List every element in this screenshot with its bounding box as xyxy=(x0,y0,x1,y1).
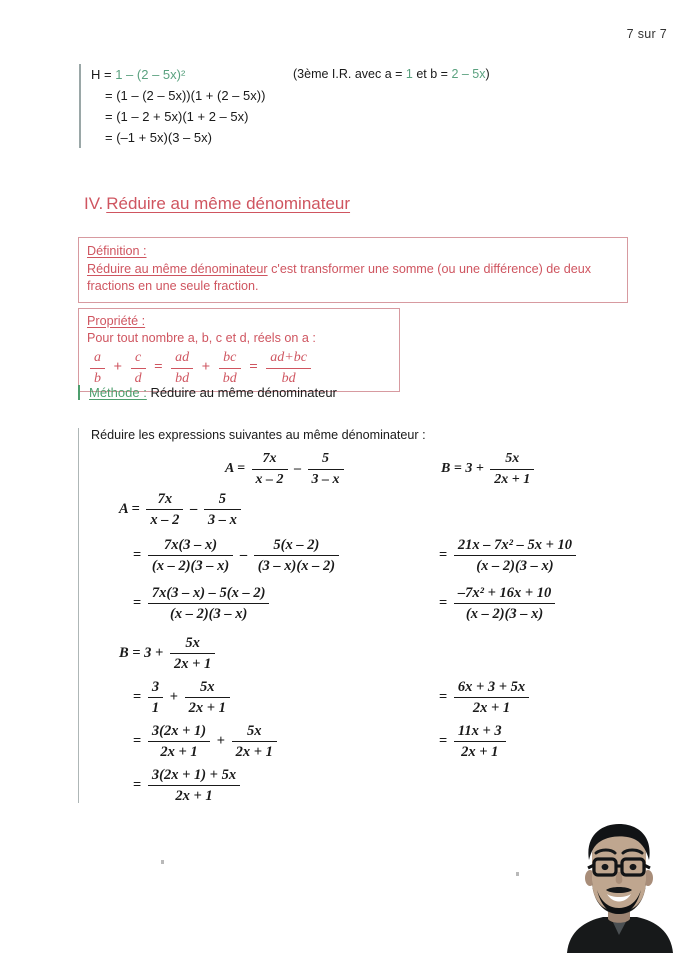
formula-equals-2: = xyxy=(249,359,258,376)
statement-A-fraction-1 xyxy=(252,450,288,488)
statement-A-f1-num: 7x xyxy=(252,450,288,470)
solutionB-line3-fraction-1 xyxy=(148,722,210,761)
solutionA-right2-den: (x – 2)(3 – x) xyxy=(465,606,544,623)
formula-f4-num: bc xyxy=(219,349,241,369)
formula-op-1: + xyxy=(113,359,123,376)
statement-B-f1-num: 5x xyxy=(490,450,534,470)
solutionA-line-1 xyxy=(119,490,244,529)
formula-fraction-2 xyxy=(131,349,146,387)
section-number: IV. xyxy=(84,194,104,213)
solutionB-line3-f2-num: 5x xyxy=(232,722,277,742)
solutionA-line2-eq: = xyxy=(133,546,142,563)
solutionA-line1-f1-num: 7x xyxy=(146,490,183,510)
propriete-label: Propriété : xyxy=(87,314,146,328)
solutionB-right1-fraction xyxy=(454,678,529,717)
formula-fraction-4 xyxy=(219,349,241,387)
page-number: 7 sur 7 xyxy=(626,27,667,41)
definition-body xyxy=(87,261,619,296)
solutionB-line4-fraction xyxy=(148,766,240,805)
methode-line xyxy=(78,385,337,400)
formula-f5-num: ad+bc xyxy=(266,349,311,369)
portrait-illustration xyxy=(551,822,687,953)
h-line-4: = (–1 + 5x)(3 – 5x) xyxy=(105,130,212,145)
solutionB-line-2 xyxy=(133,678,233,717)
h-line-2: = (1 – (2 – 5x))(1 + (2 – 5x)) xyxy=(105,88,266,103)
solutionB-line2-f2-num: 5x xyxy=(185,678,230,698)
statement-B-fraction-1 xyxy=(490,450,534,488)
identity-note xyxy=(293,64,490,85)
solutionB-line2-f1-num: 3 xyxy=(148,678,163,698)
factorisation-block xyxy=(79,64,611,148)
solutionB-line2-fraction-2 xyxy=(185,678,230,717)
statement-A-minus: – xyxy=(294,461,302,477)
formula-f1-num: a xyxy=(90,349,105,369)
solutionA-right2-fraction xyxy=(454,584,555,623)
solutionA-line3-fraction xyxy=(148,584,270,623)
solutionA-line1-op: – xyxy=(190,500,198,517)
propriete-intro: Pour tout nombre a, b, c et d, réels on a : xyxy=(87,330,316,345)
solutionB-right-line-1 xyxy=(439,678,532,717)
h-expression: 1 – (2 – 5x)² xyxy=(115,67,186,82)
statement-B-lead: B = 3 + xyxy=(441,461,484,477)
solutionB-line4-eq: = xyxy=(133,776,142,793)
solution-block xyxy=(78,428,638,803)
solutionB-right2-den: 2x + 1 xyxy=(461,744,499,761)
solutionB-right-line-2 xyxy=(439,722,509,761)
formula-f1-den: b xyxy=(94,370,101,386)
solutionB-line3-f2-den: 2x + 1 xyxy=(235,744,273,761)
solutionB-line2-eq: = xyxy=(133,688,142,705)
formula-fraction-5 xyxy=(266,349,311,387)
statement-A-f2-num: 5 xyxy=(308,450,344,470)
solutionB-line4-den: 2x + 1 xyxy=(175,788,213,805)
scan-speck-right xyxy=(516,872,519,876)
formula-f4-den: bd xyxy=(222,370,237,386)
solutionB-line1-lead: B = 3 + xyxy=(119,644,164,661)
solutionA-line-3 xyxy=(133,584,272,623)
solutionB-right1-num: 6x + 3 + 5x xyxy=(454,678,529,698)
solutionA-right1-den: (x – 2)(3 – x) xyxy=(476,558,554,575)
solutionA-line1-f2-den: 3 – x xyxy=(207,512,237,529)
solutionA-line-2 xyxy=(133,536,342,575)
formula-equals-1: = xyxy=(154,359,163,376)
solutionB-line3-f1-den: 2x + 1 xyxy=(160,744,198,761)
solutionA-right2-num: –7x² + 16x + 10 xyxy=(454,584,555,604)
scan-speck-left xyxy=(161,860,164,864)
solutionB-right1-eq: = xyxy=(439,688,448,705)
solutionB-line2-f1-den: 1 xyxy=(151,700,160,717)
solutionA-right-line-2 xyxy=(439,584,558,623)
solutionB-line2-op: + xyxy=(169,688,179,705)
solutionA-line2-f1-num: 7x(3 – x) xyxy=(148,536,233,556)
worked-solutions xyxy=(91,488,638,805)
solutionA-line2-f1-den: (x – 2)(3 – x) xyxy=(151,558,230,575)
solutionB-line-4 xyxy=(133,766,243,805)
solutionB-right2-num: 11x + 3 xyxy=(454,722,506,742)
exercise-statements xyxy=(91,444,638,488)
definition-text: c'est transformer une somme (ou une différence) de deux fractions en une seule fraction. xyxy=(87,261,592,293)
formula-fraction-3 xyxy=(171,349,193,387)
solutionB-line3-eq: = xyxy=(133,732,142,749)
solutionA-right1-fraction xyxy=(454,536,576,575)
solutionB-line-1 xyxy=(119,634,218,673)
formula-f3-den: bd xyxy=(175,370,190,386)
author-portrait xyxy=(551,822,687,953)
statement-A-lead: A = xyxy=(225,461,246,477)
solutionA-line1-f2-num: 5 xyxy=(204,490,241,510)
propriete-box xyxy=(78,308,400,392)
identity-note-part-1: (3ème I.R. avec a = xyxy=(293,67,406,81)
propriete-formula xyxy=(87,349,391,387)
solutionB-right2-fraction xyxy=(454,722,506,761)
solutionB-line1-fraction xyxy=(170,634,215,673)
solutionB-right1-den: 2x + 1 xyxy=(472,700,511,717)
solutionA-line2-fraction-1 xyxy=(148,536,233,575)
solutionA-line1-f1-den: x – 2 xyxy=(150,512,180,529)
h-line-3: = (1 – 2 + 5x)(1 + 2 – 5x) xyxy=(105,109,249,124)
solutionB-line1-den: 2x + 1 xyxy=(173,656,212,673)
definition-label: Définition : xyxy=(87,244,147,258)
solutionA-line2-fraction-2 xyxy=(254,536,339,575)
solutionA-right1-num: 21x – 7x² – 5x + 10 xyxy=(454,536,576,556)
statement-A-fraction-2 xyxy=(308,450,344,488)
solutionB-line1-num: 5x xyxy=(170,634,215,654)
identity-note-a-value: 1 xyxy=(405,67,413,81)
formula-f2-num: c xyxy=(131,349,146,369)
solutionA-line1-lead: A = xyxy=(119,500,140,517)
h-lead: H = xyxy=(91,67,116,82)
section-heading xyxy=(84,194,350,214)
formula-f3-num: ad xyxy=(171,349,193,369)
formula-f2-den: d xyxy=(134,370,142,386)
identity-note-b-value: 2 – 5x xyxy=(451,67,486,81)
solutionA-line1-fraction-1 xyxy=(146,490,183,529)
statement-A-f2-den: 3 – x xyxy=(311,471,340,487)
solutionB-line3-op: + xyxy=(216,732,225,749)
solutionB-line4-num: 3(2x + 1) + 5x xyxy=(148,766,240,786)
solutionA-right1-eq: = xyxy=(439,546,448,563)
solutionA-right2-eq: = xyxy=(439,594,448,611)
definition-box xyxy=(78,237,628,303)
solutionA-line3-den: (x – 2)(3 – x) xyxy=(170,606,248,623)
statement-B-f1-den: 2x + 1 xyxy=(494,471,531,487)
solutionA-line1-fraction-2 xyxy=(204,490,241,529)
formula-fraction-1 xyxy=(90,349,105,387)
solutionB-right2-eq: = xyxy=(439,732,448,749)
statement-B xyxy=(441,450,537,488)
solutionA-line2-f2-num: 5(x – 2) xyxy=(254,536,339,556)
methode-text: Réduire au même dénominateur xyxy=(146,385,337,400)
identity-note-part-3: ) xyxy=(485,67,490,81)
solutionA-line3-num: 7x(3 – x) – 5(x – 2) xyxy=(148,584,270,604)
solutionB-line2-fraction-1 xyxy=(148,678,163,717)
definition-term: Réduire au même dénominateur xyxy=(87,261,268,276)
identity-note-part-2: et b = xyxy=(412,67,452,81)
formula-f5-den: bd xyxy=(281,370,296,386)
statement-A-f1-den: x – 2 xyxy=(255,471,284,487)
solutionA-right-line-1 xyxy=(439,536,579,575)
solutionA-line2-op: – xyxy=(239,546,248,563)
solutionB-line3-fraction-2 xyxy=(232,722,277,761)
solutionB-line3-f1-num: 3(2x + 1) xyxy=(148,722,210,742)
solutionA-line2-f2-den: (3 – x)(x – 2) xyxy=(257,558,336,575)
exercise-prompt: Réduire les expressions suivantes au même dénominateur : xyxy=(91,428,426,442)
solutionB-line2-f2-den: 2x + 1 xyxy=(188,700,226,717)
solutionA-line3-eq: = xyxy=(133,594,142,611)
solutionB-line-3 xyxy=(133,722,280,761)
section-title: Réduire au même dénominateur xyxy=(106,194,351,213)
statement-A xyxy=(225,450,347,488)
methode-label: Méthode : xyxy=(89,385,147,400)
formula-op-2: + xyxy=(201,359,211,376)
